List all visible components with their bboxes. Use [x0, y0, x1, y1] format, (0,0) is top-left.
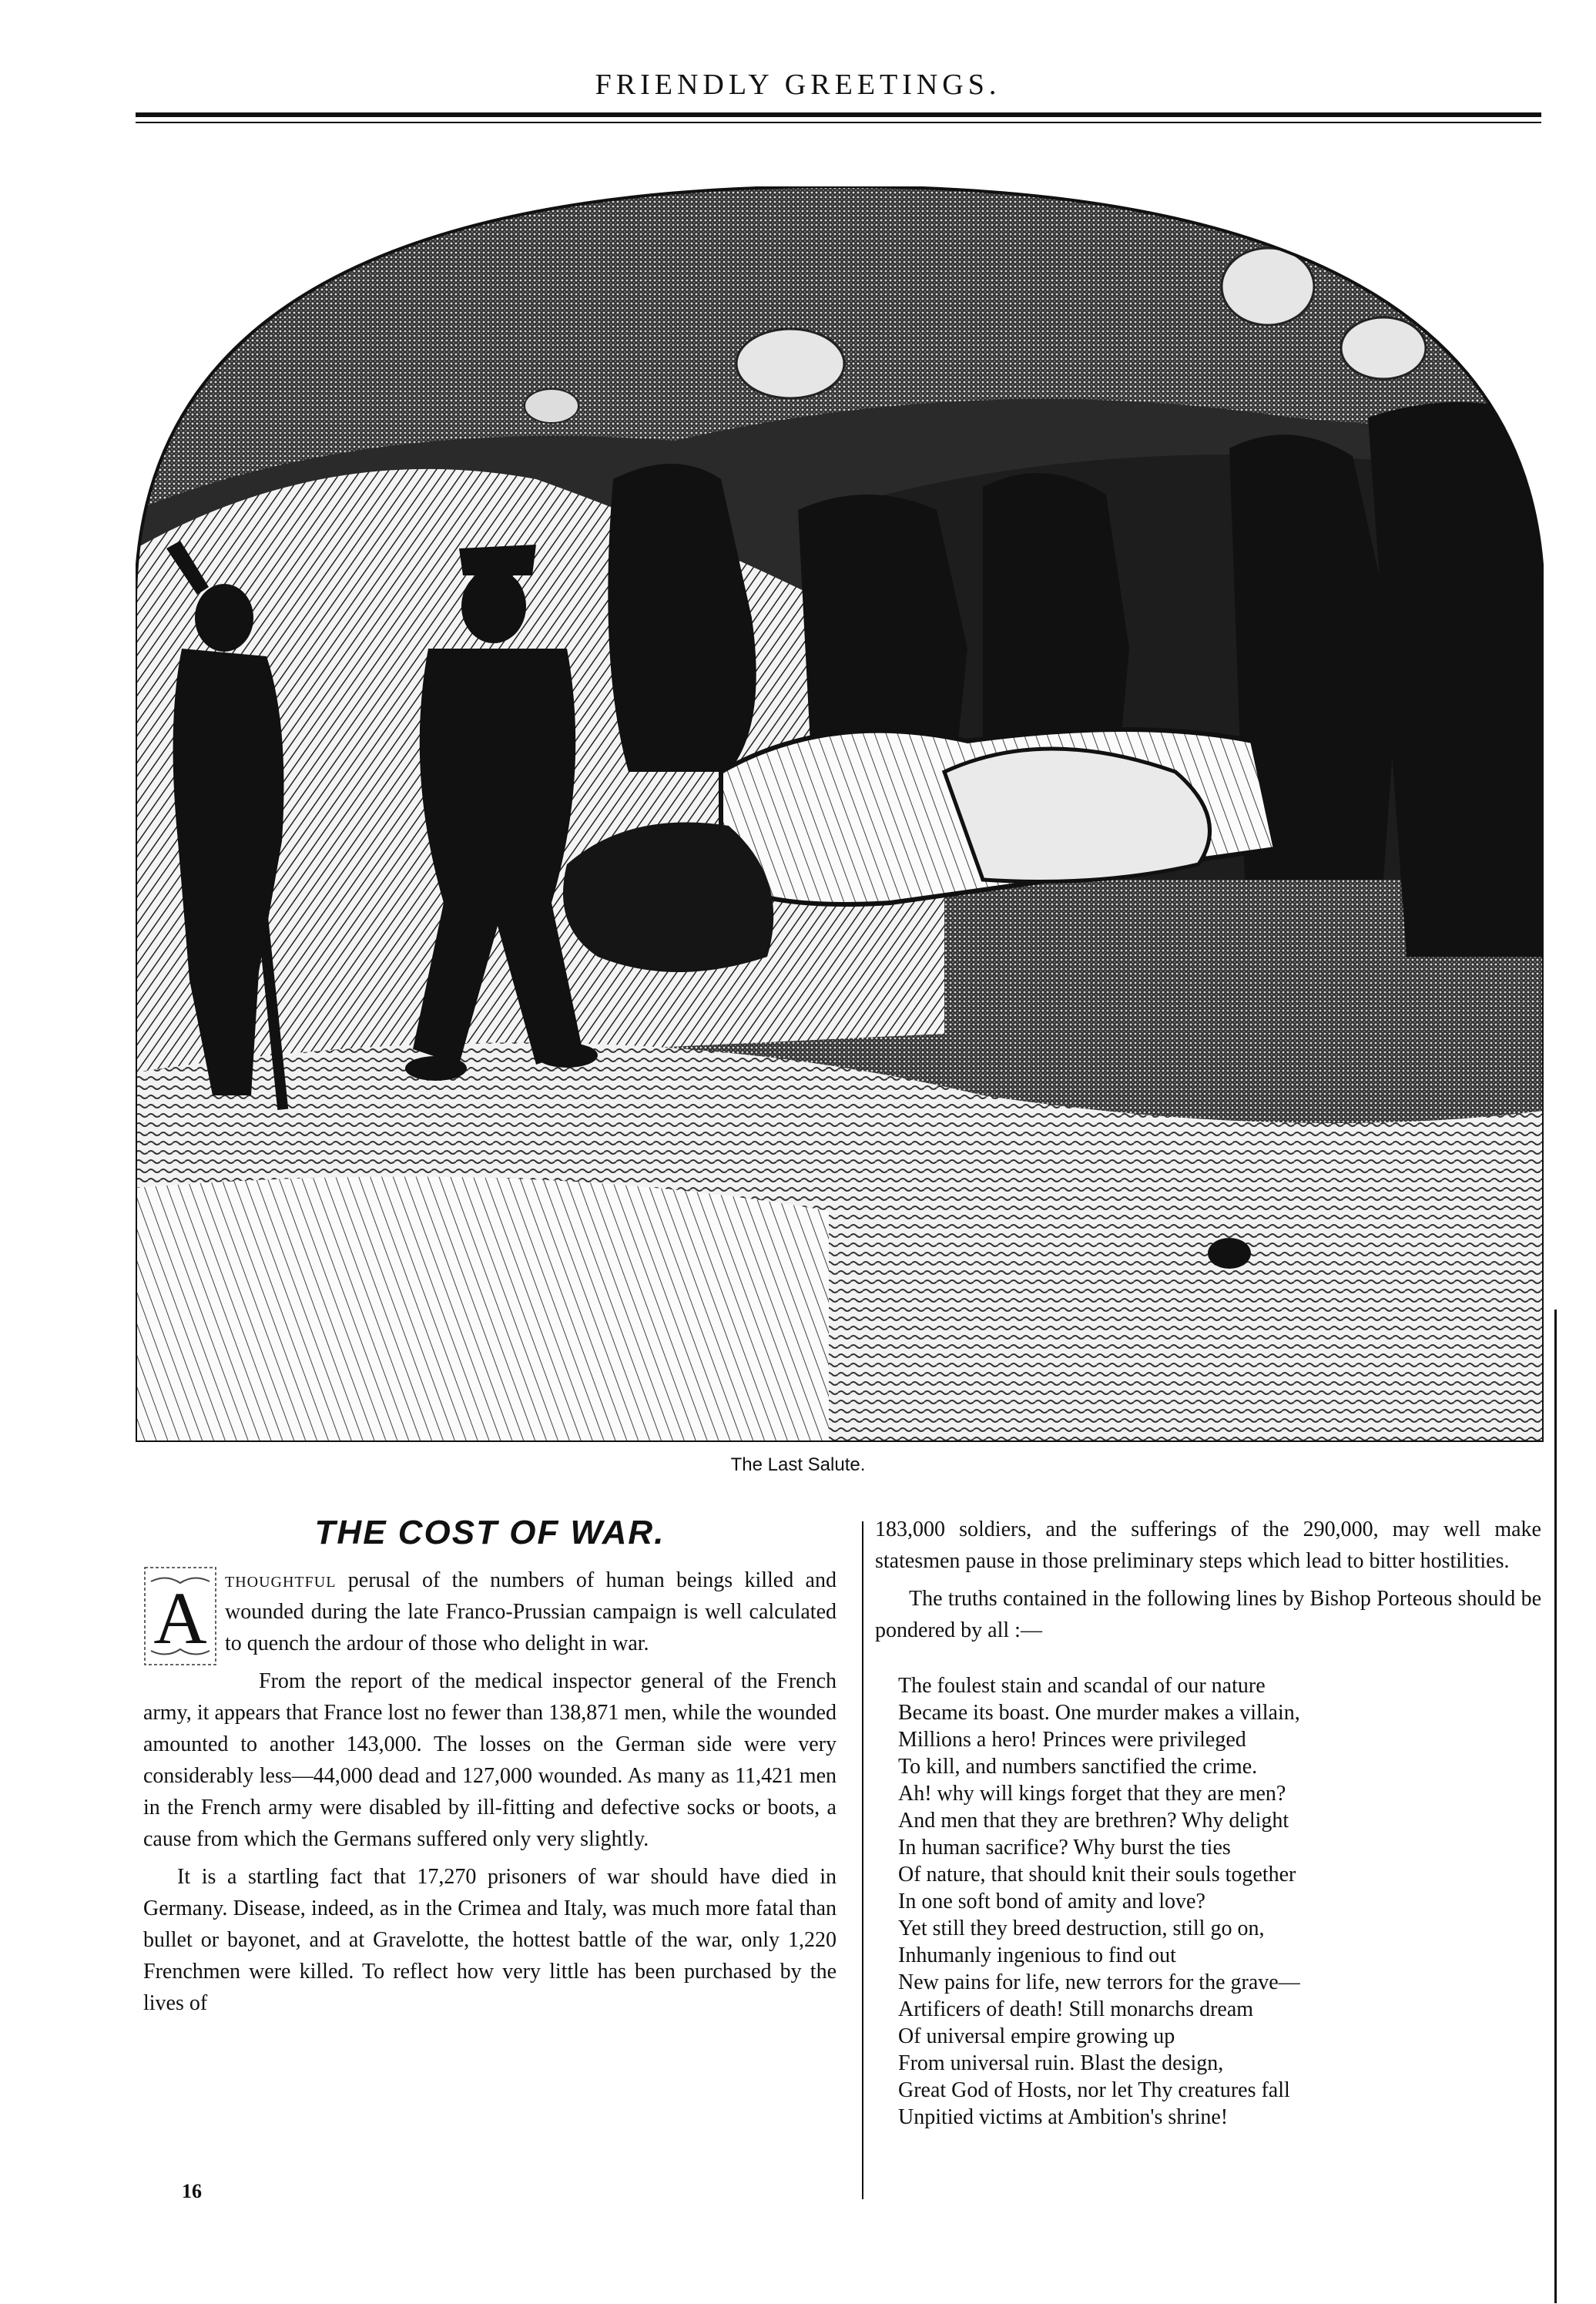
poem-line: Unpitied victims at Ambition's shrine! — [898, 2105, 1229, 2129]
poem-line: Became its boast. One murder makes a villain, — [898, 1701, 1300, 1725]
poem-line: Ah! why will kings forget that they are men? — [898, 1782, 1286, 1806]
poem-line: The foulest stain and scandal of our nature — [898, 1674, 1266, 1698]
engraving-illustration-icon — [136, 186, 1544, 1442]
poem-line: From universal ruin. Blast the design, — [898, 2051, 1224, 2075]
paragraph-1-text: perusal of the numbers of human beings killed and wounded during the late Franco-Prussian campaign is well calculated to quench the ardour of those who delight in war. — [225, 1568, 837, 1655]
paragraph-1 — [143, 1565, 837, 1659]
illustration-caption: The Last Salute. — [730, 1454, 866, 1475]
poem-line: Yet still they breed destruction, still go on, — [898, 1917, 1265, 1940]
paragraph-3: It is a startling fact that 17,270 prisoners of war should have died in Germany. Disease, indeed, as in the Crimea and Italy, was much more fatal than bullet or bayonet, and at Gravelotte, the hottest battle of the war, only 1,220 Frenchmen were killed. To reflect how very little has been purchased by the lives of — [143, 1865, 837, 2015]
poem-line: Inhumanly ingenious to find out — [898, 1943, 1176, 1967]
poem-line: Artificers of death! Still monarchs dream — [898, 1997, 1254, 2021]
poem-line: And men that they are brethren? Why delight — [898, 1809, 1289, 1833]
paragraph-5: The truths contained in the following lines by Bishop Porteous should be pondered by all :— — [875, 1587, 1541, 1642]
paragraph-4: 183,000 soldiers, and the sufferings of the 290,000, may well make statesmen pause in those preliminary steps which lead to bitter hostilities. — [875, 1518, 1541, 1573]
running-header: FRIENDLY GREETINGS. — [595, 69, 1001, 101]
paragraph-1-lead: thoughtful — [225, 1568, 337, 1592]
poem-line: Of universal empire growing up — [898, 2024, 1175, 2048]
header-rule — [136, 112, 1541, 117]
poem-line: Millions a hero! Princes were privileged — [898, 1728, 1246, 1752]
paragraph-2: From the report of the medical inspector general of the French army, it appears that France lost no fewer than 138,871 men, while the wounded amounted to another 143,000. The losses on the German side were very considerably less—44,000 dead and 127,000 wounded. As many as 11,421 men in the French army were disabled by ill-fitting and defective socks or boots, a cause from which the Germans suffered only very slightly. — [143, 1669, 837, 1851]
poem — [898, 1672, 1541, 2131]
page-number: 16 — [182, 2180, 202, 2202]
poem-line: In one soft bond of amity and love? — [898, 1890, 1205, 1913]
poem-line: Great God of Hosts, nor let Thy creatures fall — [898, 2078, 1290, 2102]
left-column — [143, 1514, 837, 2019]
page-edge-line — [1554, 1310, 1557, 2303]
drop-cap-letter: A — [153, 1577, 207, 1659]
column-divider — [862, 1521, 863, 2199]
drop-cap-ornament — [143, 1566, 217, 1666]
poem-line: New pains for life, new terrors for the grave— — [898, 1970, 1300, 1994]
illustration-last-salute — [136, 186, 1544, 1442]
article-title: THE COST OF WAR. — [314, 1514, 666, 1551]
poem-line: To kill, and numbers sanctified the crime. — [898, 1755, 1258, 1779]
poem-line: In human sacrifice? Why burst the ties — [898, 1836, 1231, 1860]
header-rule-thin — [136, 122, 1541, 123]
right-column — [875, 1514, 1541, 2131]
poem-line: Of nature, that should knit their souls together — [898, 1863, 1296, 1886]
